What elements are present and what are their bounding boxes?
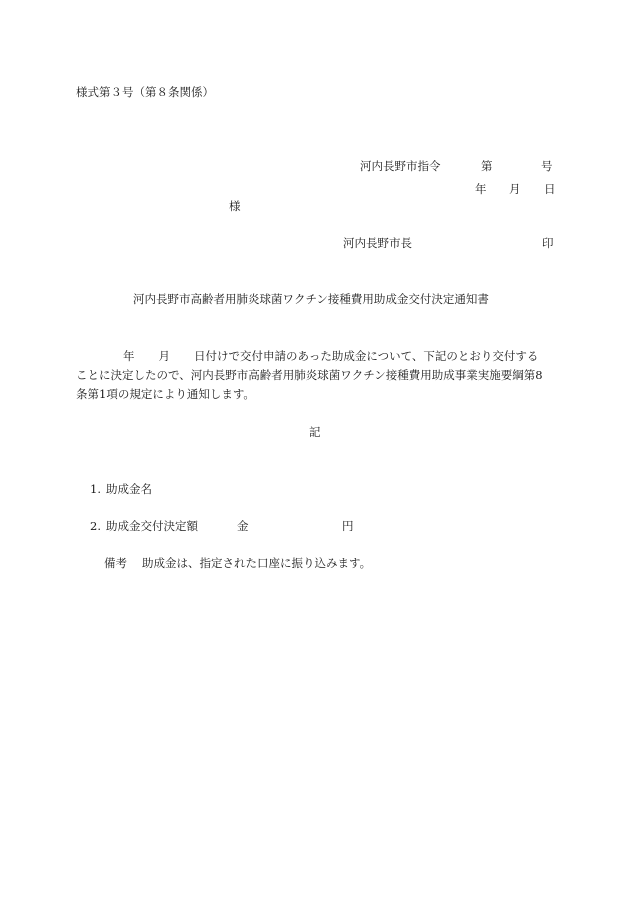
body-line-1-text: 日付けで交付申請のあった助成金について、下記のとおり交付する (194, 349, 539, 363)
remarks-text: 助成金は、指定された口座に振り込みます。 (142, 556, 372, 570)
form-number: 様式第３号（第８条関係） (76, 85, 214, 99)
body-month: 月 (158, 349, 170, 363)
item-2-suffix: 円 (342, 519, 354, 533)
remarks-label: 備考 (104, 556, 127, 570)
body-line-1 (76, 347, 560, 366)
reference-issuer: 河内長野市指令 (360, 159, 441, 173)
body-year: 年 (123, 349, 135, 363)
document-title: 河内長野市高齢者用肺炎球菌ワクチン接種費用助成金交付決定通知書 (133, 292, 489, 306)
item-2-number: 2. (90, 519, 101, 533)
sender-seal: 印 (542, 236, 554, 250)
body-line-2: ことに決定したので、河内長野市高齢者用肺炎球菌ワクチン接種費用助成事業実施要綱第8 (76, 368, 543, 382)
item-2-label: 助成金交付決定額 (106, 519, 198, 533)
date-day: 日 (544, 182, 556, 196)
item-1-number: 1. (90, 482, 101, 496)
item-2-prefix: 金 (237, 519, 249, 533)
date-year: 年 (475, 182, 487, 196)
reference-dai: 第 (481, 159, 493, 173)
item-1-label: 助成金名 (106, 482, 152, 496)
ki-heading: 記 (309, 425, 321, 439)
body-paragraph (76, 347, 560, 404)
date-month: 月 (509, 182, 521, 196)
body-line-3: 条第1項の規定により通知します。 (76, 387, 255, 401)
reference-go: 号 (541, 159, 553, 173)
addressee-honorific: 様 (229, 199, 241, 213)
sender-name: 河内長野市長 (343, 236, 412, 250)
